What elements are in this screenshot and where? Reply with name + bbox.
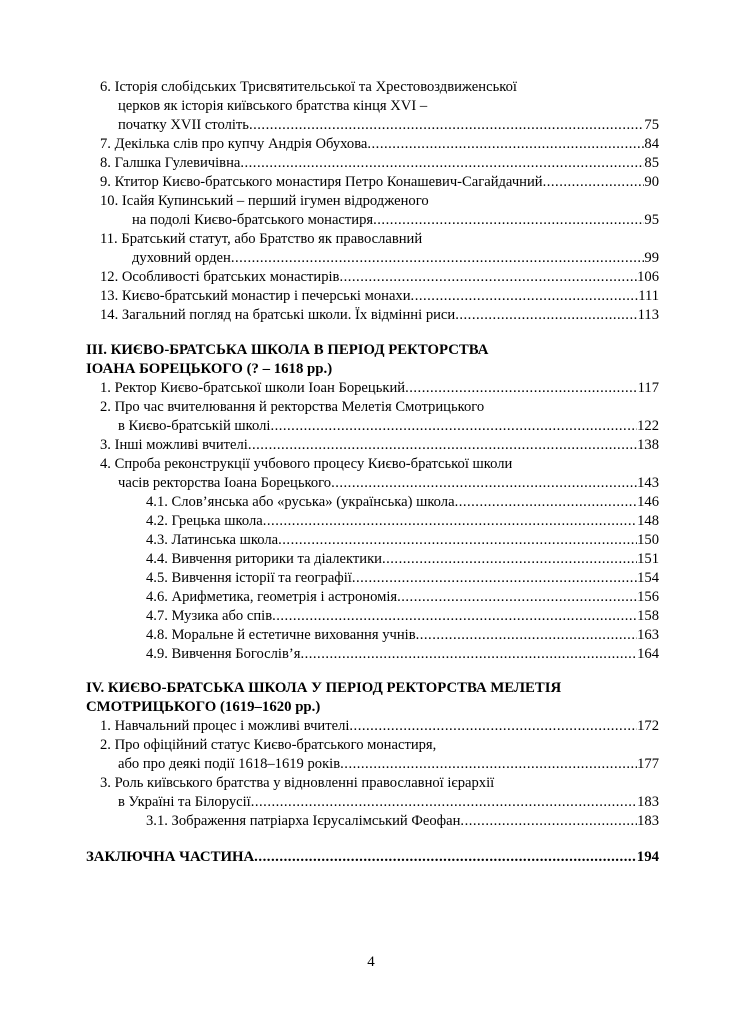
toc-entry [146,607,659,626]
toc-page-number: 172 [637,718,659,734]
toc-dot-leader [263,512,637,531]
toc-entry-text: 4.1. Слов’янська або «руська» (українська) школа [146,494,455,510]
toc-entry-text: духовний орден [132,250,231,266]
toc-entry [146,588,659,607]
toc-page-number: 151 [637,551,659,567]
toc-heading [86,679,561,698]
toc-heading [86,698,320,717]
toc-entry [146,812,659,831]
toc-entry [100,154,659,173]
toc-heading [86,360,332,379]
toc-dot-leader [416,626,638,645]
toc-dot-leader [251,793,637,812]
toc-entry [100,455,512,474]
toc-entry-text: СМОТРИЦЬКОГО (1619–1620 рр.) [86,699,321,715]
toc-dot-leader [382,550,637,569]
toc-entry-text: 3. Роль київського братства у відновленні православної ієрархії [100,775,495,791]
toc-dot-leader [248,436,637,455]
toc-dot-leader [240,154,644,173]
toc-entry-text: 14. Загальний погляд на братські школи. Їх відмінні риси [100,307,456,323]
toc-entry [100,717,659,736]
toc-dot-leader [367,135,644,154]
toc-page-number: 106 [637,269,659,285]
toc-entry-text: 3. Інші можливі вчителі [100,437,248,453]
toc-dot-leader [411,287,639,306]
toc-entry [100,736,436,755]
toc-entry-text: церков як історія київського братства кінця XVI – [118,98,428,114]
toc-page-number: 183 [637,794,659,810]
toc-dot-leader [352,569,637,588]
toc-entry-text: 2. Про час вчителювання й ректорства Мелетія Смотрицького [100,399,485,415]
toc-entry-text: ЗАКЛЮЧНА ЧАСТИНА [86,849,255,865]
toc-entry [100,78,517,97]
toc-page-number: 113 [637,307,659,323]
toc-entry-text: 9. Ктитор Києво-братського монастиря Петро Конашевич-Сагайдачний [100,174,543,190]
toc-dot-leader [460,812,637,831]
toc-entry [100,192,429,211]
toc-page-number: 146 [637,494,659,510]
toc-entry [118,417,659,436]
toc-entry [118,116,659,135]
toc-heading [86,848,659,867]
toc-dot-leader [340,755,637,774]
toc-page-number: 117 [637,380,659,396]
toc-entry [146,512,659,531]
toc-entry-text: 4.4. Вивчення риторики та діалектики [146,551,382,567]
toc-entry-text: 4.8. Моральне й естетичне виховання учнів [146,627,416,643]
toc-page-number: 138 [637,437,659,453]
toc-entry [118,793,659,812]
toc-dot-leader [254,848,637,867]
toc-dot-leader [331,474,637,493]
toc-entry [100,287,659,306]
toc-entry-text: в Києво-братській школі [118,418,271,434]
toc-entry-text: початку XVII століть [118,117,249,133]
toc-entry-text: 12. Особливості братських монастирів [100,269,340,285]
toc-entry-text: 6. Історія слобідських Трисвятительської та Хрестовоздвиженської [100,79,517,95]
toc-dot-leader [339,268,637,287]
toc-page-number: 122 [637,418,659,434]
toc-dot-leader [300,645,637,664]
toc-entry [100,173,659,192]
toc-dot-leader [455,493,638,512]
toc-page-number: 163 [637,627,659,643]
toc-dot-leader [543,173,645,192]
toc-page-number: 111 [638,288,659,304]
toc-page-number: 84 [644,136,659,152]
toc-entry-text: 8. Галшка Гулевичівна [100,155,241,171]
toc-entry-text: 7. Декілька слів про купчу Андрія Обухова [100,136,368,152]
toc-entry-text: 4.9. Вивчення Богослів’я [146,646,301,662]
toc-page-number: 90 [644,174,659,190]
toc-page-number: 156 [637,589,659,605]
toc-dot-leader [397,588,637,607]
toc-page-number: 194 [636,849,659,865]
toc-entry-text: 4.7. Музика або спів [146,608,273,624]
toc-page-number: 99 [644,250,659,266]
toc-entry [100,135,659,154]
toc-entry [100,268,659,287]
toc-entry [146,626,659,645]
toc-entry [100,230,422,249]
toc-entry-text: 11. Братський статут, або Братство як православний [100,231,423,247]
toc-dot-leader [349,717,637,736]
toc-entry-text: часів ректорства Іоана Борецького [118,475,332,491]
toc-entry-text: або про деякі події 1618–1619 років [118,756,341,772]
toc-entry-text: 10. Ісайя Купинський – перший ігумен відродженого [100,193,429,209]
toc-page-number: 85 [644,155,659,171]
toc-page-number: 158 [637,608,659,624]
toc-dot-leader [272,607,637,626]
toc-entry [146,531,659,550]
toc-entry [100,398,484,417]
toc-page-number: 95 [644,212,659,228]
toc-page-number: 154 [637,570,659,586]
toc-entry-text: 4.6. Арифметика, геометрія і астрономія [146,589,398,605]
toc-entry [118,474,659,493]
toc-dot-leader [278,531,637,550]
toc-entry-text: 2. Про офіційний статус Києво-братського монастиря, [100,737,437,753]
toc-entry [118,97,427,116]
toc-entry [118,755,659,774]
toc-entry [100,436,659,455]
toc-entry [146,645,659,664]
toc-dot-leader [405,379,638,398]
toc-entry-text: в Україні та Білорусії [118,794,251,810]
toc-page-number: 183 [637,813,659,829]
toc-entry [132,249,659,268]
toc-page-number: 148 [637,513,659,529]
toc-entry [132,211,659,230]
toc-entry-text: III. КИЄВО-БРАТСЬКА ШКОЛА В ПЕРІОД РЕКТОРСТВА [86,342,489,358]
toc-entry-text: 4.5. Вивчення історії та географії [146,570,352,586]
toc-entry [146,493,659,512]
toc-dot-leader [249,116,644,135]
toc-entry-text: 4. Спроба реконструкції учбового процесу Києво-братської школи [100,456,513,472]
page-number: 4 [367,954,375,970]
toc-entry [146,569,659,588]
toc-page-number: 75 [644,117,659,133]
toc-page-number: 143 [637,475,659,491]
toc-entry-text: 3.1. Зображення патріарха Ієрусалімський Феофан [146,813,461,829]
toc-page-number: 150 [637,532,659,548]
toc-entry [146,550,659,569]
toc-entry-text: на подолі Києво-братського монастиря [132,212,374,228]
toc-entry-text: 13. Києво-братський монастир і печерські монахи [100,288,411,304]
toc-entry-text: IV. КИЄВО-БРАТСЬКА ШКОЛА У ПЕРІОД РЕКТОРСТВА МЕЛЕТІЯ [86,680,562,696]
toc-dot-leader [231,249,645,268]
toc-entry-text: 4.2. Грецька школа [146,513,263,529]
toc-entry-text: 4.3. Латинська школа [146,532,279,548]
toc-entry [100,306,659,325]
toc-dot-leader [270,417,637,436]
toc-heading [86,341,488,360]
toc-entry-text: ІОАНА БОРЕЦЬКОГО (? – 1618 рр.) [86,361,333,377]
toc-entry-text: 1. Ректор Києво-братської школи Іоан Борецький [100,380,406,396]
toc-dot-leader [455,306,637,325]
toc-page-number: 164 [637,646,659,662]
toc-dot-leader [373,211,644,230]
toc-entry [100,774,494,793]
toc-entry-text: 1. Навчальний процес і можливі вчителі [100,718,350,734]
toc-entry [100,379,659,398]
toc-page-number: 177 [637,756,659,772]
